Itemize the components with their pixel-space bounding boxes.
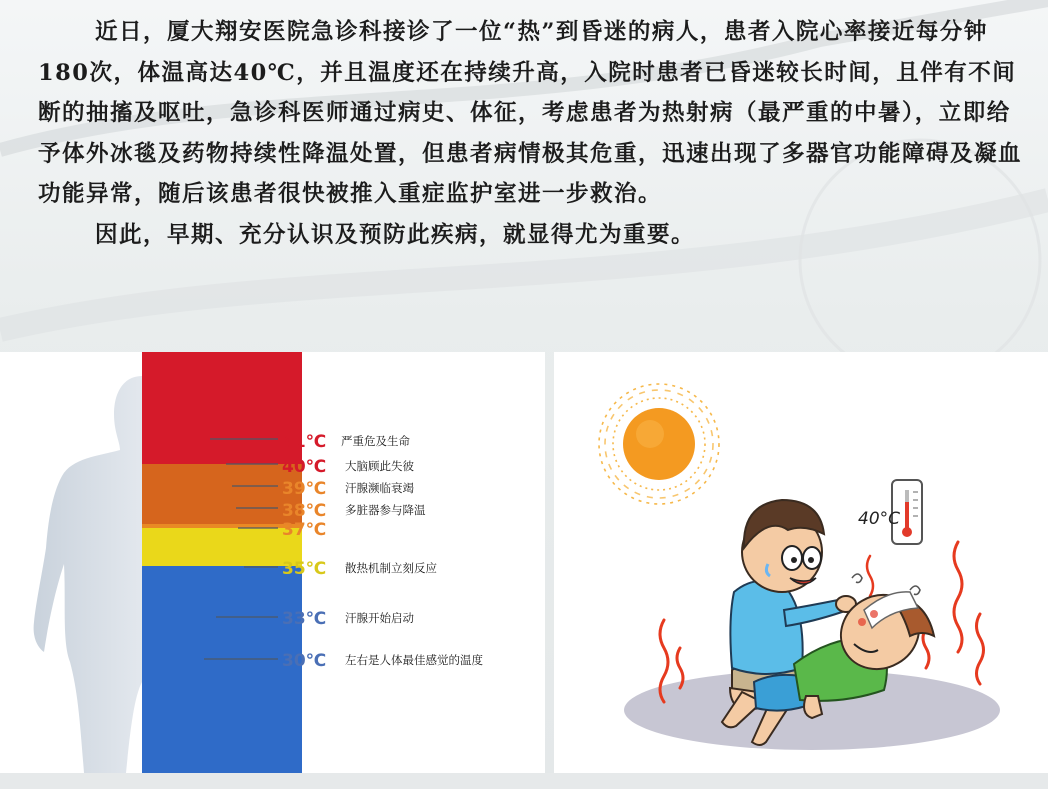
temp-33: 33℃	[282, 609, 327, 629]
desc-33: 汗腺开始启动	[345, 611, 414, 625]
sun-icon	[599, 384, 719, 504]
cartoon-illustration	[554, 352, 1048, 773]
temp-37: 37℃	[282, 520, 327, 540]
desc-39: 汗腺濒临衰竭	[345, 481, 414, 495]
desc-38: 多脏器参与降温	[345, 503, 426, 517]
temperature-figure	[0, 352, 545, 773]
desc-35: 散热机制立刻反应	[345, 561, 437, 575]
article-text	[38, 12, 1028, 255]
temp-40: 40℃	[282, 457, 327, 477]
paragraph-main: 近日，厦大翔安医院急诊科接诊了一位“热”到昏迷的病人，患者入院心率接近每分钟180次，体温高达40℃，并且温度还在持续升高，入院时患者已昏迷较长时间，且伴有不间断的抽搐及呕吐，急诊科医师通过病史、体征，考虑患者为热射病（最严重的中暑），立即给予体外冰毯及药物持续性降温处置，但患者病情极其危重，迅速出现了多器官功能障碍及凝血功能异常，随后该患者很快被推入重症监护室进一步救治。	[38, 19, 1023, 207]
paragraph-conclusion: 因此，早期、充分认识及预防此疾病，就显得尤为重要。	[95, 221, 696, 248]
thermometer-label: 40°C	[858, 509, 901, 529]
desc-30: 左右是人体最佳感觉的温度	[345, 653, 483, 667]
temperature-labels	[282, 432, 483, 671]
slide-bottom-strip	[0, 773, 1048, 789]
desc-41: 严重危及生命	[341, 434, 410, 448]
heatstroke-cartoon	[554, 352, 1048, 773]
temp-35: 35℃	[282, 559, 327, 579]
body-temperature-illustration	[0, 352, 545, 773]
human-body-silhouette	[34, 352, 302, 773]
temp-41: 41℃	[282, 432, 327, 452]
temp-30: 30℃	[282, 651, 327, 671]
temp-38: 38℃	[282, 501, 327, 521]
desc-40: 大脑顾此失彼	[345, 459, 414, 473]
temp-39: 39℃	[282, 479, 327, 499]
